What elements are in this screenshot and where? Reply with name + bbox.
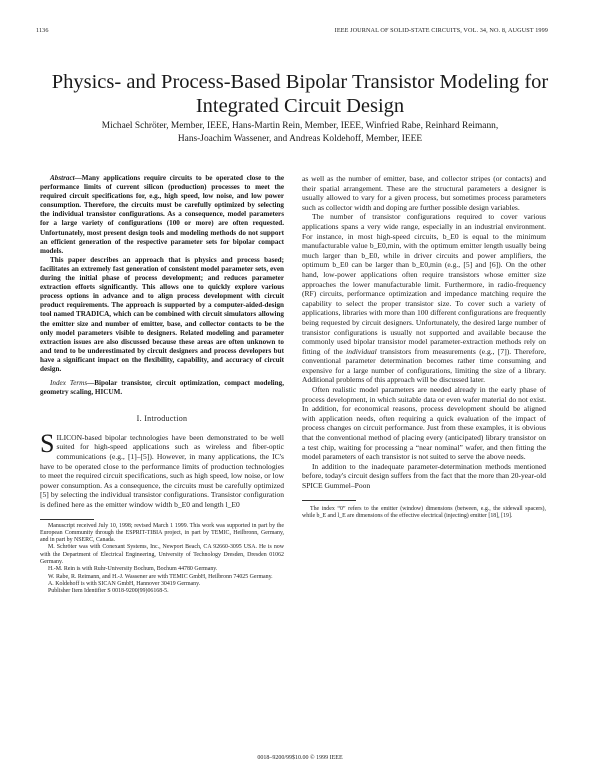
paper-title: Physics- and Process-Based Bipolar Transistor Modeling for Integrated Circuit Design [51, 70, 549, 117]
footnote-right [302, 506, 546, 521]
section-heading-introduction: I. Introduction [136, 414, 188, 424]
author-line-1: Michael Schröter, Member, IEEE, Hans-Martin Rein, Member, IEEE, Winfried Rabe, Reinhard Reimann, [101, 121, 499, 131]
right-paragraph-3: In addition to the inadequate parameter-determination methods mentioned before, today's circuit design suffers from the fact that the more than 20-year-old SPICE Gummel–Poon [302, 461, 546, 490]
abstract [40, 174, 284, 374]
abstract-paragraph-1: Abstract—Many applications require circuits to be operated close to the performance limits of current silicon (production) processes to meet the required circuit specifications for, e.g., high speed, low noise, and low power consumption. Therefore, the circuits must be carefully optimized by selecting the individual transistor configurations. As a consequence, model parameters for a large variety of configurations (100 or more) are often requested. Unfortunately, most present design tools and modeling methods do not support an efficient generation of the respective parameter sets for bipolar compact models. [40, 174, 284, 255]
left-column [40, 174, 284, 596]
footnote-rabe-reimann-wassener: W. Rabe, R. Reimann, and H.-J. Wassener are with TEMIC GmbH, Heilbronn 74025 Germany. [48, 573, 273, 580]
footnote-divider-right [302, 500, 356, 501]
footnote-divider [40, 519, 94, 520]
author-list [40, 120, 560, 145]
abstract-paragraph-2: This paper describes an approach that is physics and process based; facilitates an extremely fast generation of consistent model parameter sets, even during the initial phase of process development; and reduces parameter extraction efforts significantly. This allows one to quickly explore various process options in advance and to align process development with circuit product requirements. The approach is supported by a computer-aided-design tool named TRADICA, which can be combined with circuit simulators allowing the emitter size and number of emitter, base, and collector contacts to be the only model parameters visible to designers. Related modeling and parameter extraction issues are also discussed because these areas are often unknown to and tend to be underestimated by circuit designers and process developers but have a significant impact on the flexibility, capability, and accuracy of circuit design. [40, 255, 284, 373]
footnote-emitter-index: The index “0” refers to the emitter (window) dimensions (between, e.g., the sidewall spacers), while b_E and l_E are dimensions of the effective electrical (injecting) emitter [18], [19]. [302, 505, 546, 519]
footnote-manuscript: Manuscript received July 10, 1998; revised March 1 1999. This work was supported in part by the European Community through the ESPRIT-TIBIA project, in part by TEMIC, Heilbronn, Germany, and in part by NSERC, Canada. [40, 522, 284, 544]
right-paragraph-0: as well as the number of emitter, base, and collector stripes (or contacts) and their spatial arrangement. These are the structural parameters a designer is usually allowed to vary for a given process, but sometimes process parameters such as collector width and doping are further possible design variables. [302, 174, 546, 212]
right-paragraph-2: Often realistic model parameters are needed already in the early phase of process development, in which suitable data or even wafer material do not exist. In addition, for economical reasons, process development should be aligned with application needs, often requiring a quick evaluation of the impact of process changes on circuit performance. Just from these examples, it is obvious that the conventional method of placing every (anticipated) library transistor on a test chip, waiting for processing a “near nominal” wafer, and then fitting the model parameters of each transistor is not suited to serve the above needs. [302, 385, 546, 462]
intro-paragraph-1: SILICON-based bipolar technologies have been demonstrated to be well suited for high-speed applications such as wireless and fiber-optic communications (e.g., [1]–[5]). However, in many applications, the IC's have to be operated close to the performance limits of production technologies to meet the required circuit specifications, such as high speed, low noise, or low power consumption. As a consequence, the circuits must be carefully optimized [5] by selecting the individual transistor configurations. Transistor configuration is defined here as the emitter window width b_E0 and length l_E0 [40, 428, 284, 509]
journal-header: IEEE JOURNAL OF SOLID-STATE CIRCUITS, VOL. 34, NO. 8, AUGUST 1999 [334, 27, 548, 34]
right-paragraph-1: The number of transistor configurations required to cover various applications spans a very wide range, especially in an industrial environment. For instance, in most high-speed circuits, b_E0 is equal to the minimum manufacturable value b_E0,min, with the optimum emitter length usually being much larger than b_E0, while in driver circuits and power amplifiers, the optimum b_E0 can be larger than b_E0,min (e.g., [5] and [6]). On the other hand, low-power applications often require transistors whose emitter size approaches the lower manufacturable limit. Furthermore, in radio-frequency (RF) circuits, performance optimization and impedance matching require the capability to select the proper transistor size. To cover such a variety of applications, libraries with more than 100 different configurations are frequently being requested by circuit designers. Unfortunately, the desired large number of transistor configurations is usually not supported and available because the commonly used bipolar transistor model parameter-extraction methods rely on fitting of the individual transistors from measurements (e.g., [7]). Therefore, conventional parameter determination becomes rather time consuming and expensive for a large number of configurations, limiting the size of a library. Additional problems of this approach will be discussed later. [302, 212, 547, 385]
author-line-2: Hans-Joachim Wassener, and Andreas Koldehoff, Member, IEEE [177, 133, 423, 144]
footnote-schroter: M. Schröter was with Conexant Systems, Inc., Newport Beach, CA 92660-3095 USA. He is now with the Department of Electrical Engineering, University of Technology Dresden, Dresden 01062 Germany. [40, 544, 284, 566]
page-number: 1136 [36, 27, 49, 34]
right-column [302, 174, 546, 520]
index-terms: Index Terms—Bipolar transistor, circuit optimization, compact modeling, geometry scaling, HICUM. [40, 379, 284, 397]
index-terms-label: Index Terms [50, 379, 88, 388]
drop-cap: S [40, 428, 55, 458]
footnotes-left [40, 523, 284, 596]
footnote-publisher-id: Publisher Item Identifier S 0018-9200(99)06168-5. [48, 588, 169, 595]
footnote-rein: H.-M. Rein is with Ruhr-University Bochum, Bochum 44780 Germany. [48, 566, 218, 573]
copyright-footer: 0018–9200/99$10.00 © 1999 IEEE [257, 755, 343, 761]
abstract-label: Abstract— [50, 174, 82, 182]
footnote-koldehoff: A. Koldehoff is with SICAN GmbH, Hannover 30419 Germany. [48, 580, 201, 587]
